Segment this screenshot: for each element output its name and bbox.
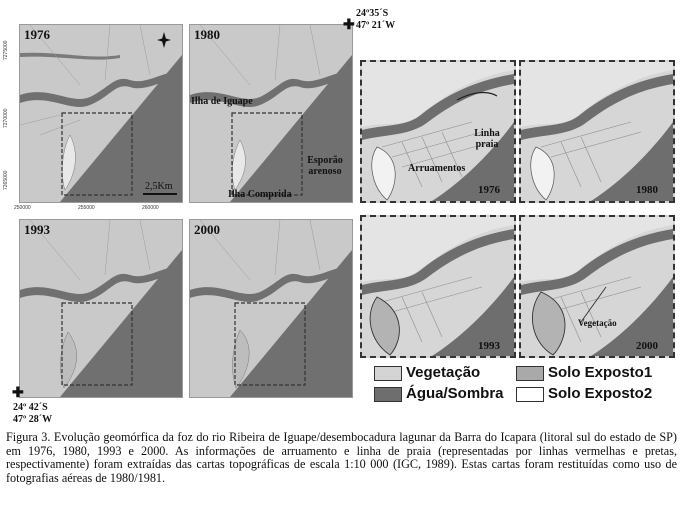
ne-corner-cross-icon: ✚ [343,18,355,33]
tick-y3: 7265000 [3,170,9,190]
zoom-1980-year: 1980 [636,184,658,196]
zoom-1980 [519,60,675,203]
legend-vegetacao: Vegetação [406,364,481,381]
legend-solo2: Solo Exposto2 [548,385,653,402]
sw-lat: 24º 42´S [13,402,48,413]
zoom-2000-graphic [521,217,673,356]
ilha-comprida-label: Ilha Comprida [228,189,292,200]
zoom-2000 [519,215,675,358]
compass-rose-icon [157,32,171,48]
tick-y2: 7270000 [3,108,9,128]
map-1993-graphic [20,220,182,397]
tick-x1: 250000 [14,205,31,211]
vegetacao-zoom-label: Vegetação [578,318,617,328]
legend-swatch-solo2 [516,387,544,402]
map-2000-year: 2000 [194,222,220,237]
legend-agua: Água/Sombra [406,385,504,402]
map-2000 [189,219,353,398]
tick-x3: 260000 [142,205,159,211]
tick-x2: 255000 [78,205,95,211]
map-1993-year: 1993 [24,222,50,237]
ne-lon: 47º 21´W [356,20,396,31]
tick-y1: 7275000 [3,40,9,60]
scale-bar [143,193,177,195]
linha-praia-label: Linha praia [474,128,500,150]
sw-lon: 47º 28´W [13,414,53,425]
esporao-label: Esporão arenoso [307,155,343,177]
arruamentos-label: Arruamentos [408,163,466,174]
map-1976-graphic [20,25,182,202]
zoom-2000-year: 2000 [636,340,658,352]
figure-caption: Figura 3. Evolução geomórfica da foz do rio Ribeira de Iguape/desembocadura lagunar da Barra do Icapara (litoral sul do estado de SP) em 1976, 1980, 1993 e 2000. As informações de arruamento e linha de praia (representadas por linhas vermelhas e pretas, respectivamente) foram extraídas das cartas topográficas de escala 1:10 000 (IGC, 1989). Estas cartas foram restituídas como uso de fotografias aéreas de 1980/1981. [6,430,677,485]
map-1980-year: 1980 [194,27,220,42]
map-1976 [19,24,183,203]
zoom-1993 [360,215,516,358]
legend-swatch-vegetacao [374,366,402,381]
ilha-iguape-label: Ilha de Iguape [191,96,253,107]
zoom-1980-graphic [521,62,673,201]
sw-corner-cross-icon: ✚ [12,386,24,401]
map-1976-year: 1976 [24,27,50,42]
legend-solo1: Solo Exposto1 [548,364,653,381]
legend-swatch-agua [374,387,402,402]
ne-lat: 24º35´S [356,8,389,19]
zoom-1976-year: 1976 [478,184,500,196]
map-2000-graphic [190,220,352,397]
zoom-1993-year: 1993 [478,340,500,352]
map-1993 [19,219,183,398]
scale-label: 2,5Km [145,181,173,192]
legend-swatch-solo1 [516,366,544,381]
zoom-1993-graphic [362,217,514,356]
